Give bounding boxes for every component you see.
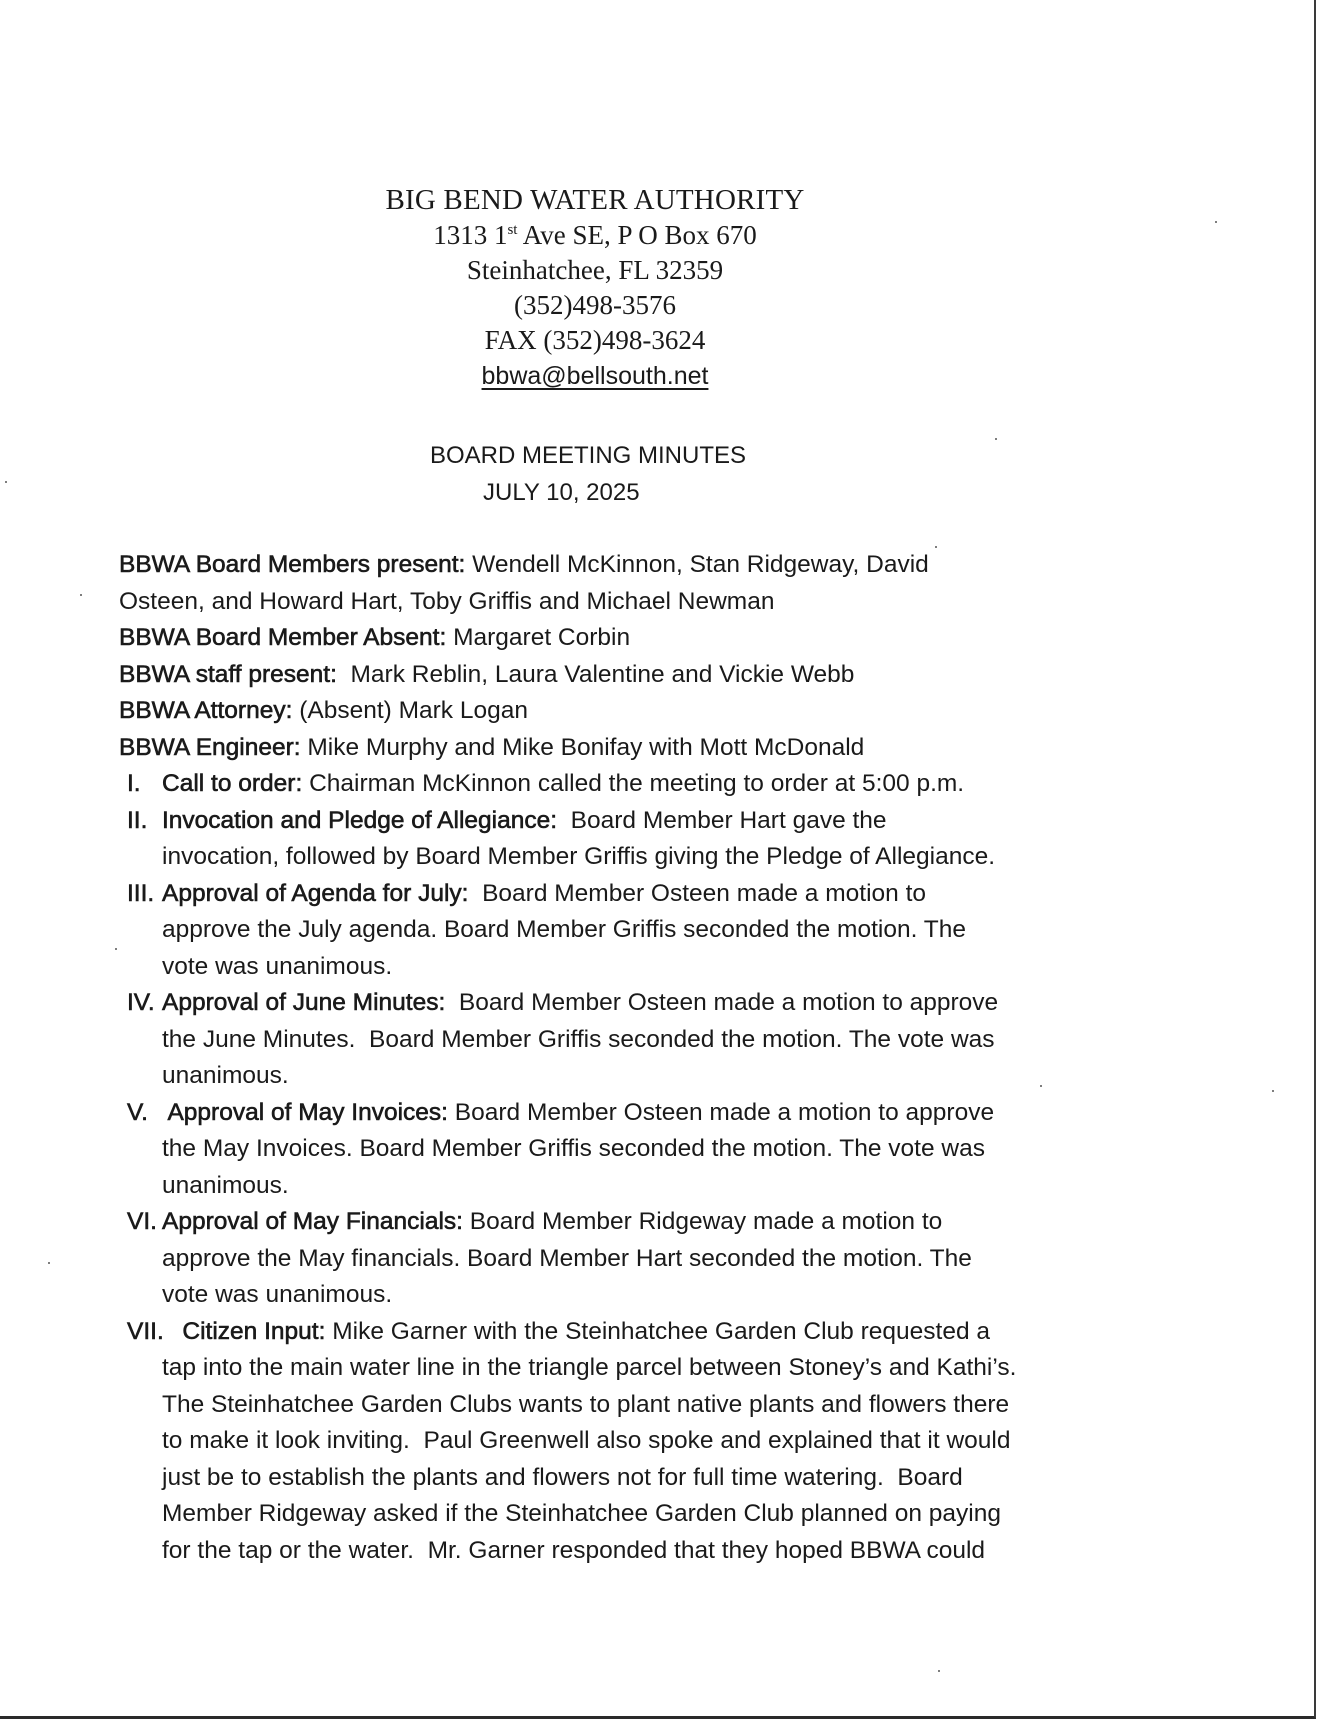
attendance-label: BBWA Board Members present:	[119, 551, 466, 578]
agenda-item-line	[162, 1387, 1119, 1424]
street-address-suffix: st	[507, 222, 518, 238]
agenda-items	[119, 766, 1119, 1569]
attendance-label: BBWA Engineer:	[119, 733, 301, 761]
attendance-label: BBWA Attorney:	[119, 697, 293, 724]
attendance-label: BBWA Board Member Absent:	[119, 624, 447, 651]
agenda-item-heading: Approval of May Financials:	[162, 1208, 463, 1235]
agenda-item	[119, 1095, 1119, 1205]
scan-speck	[935, 546, 937, 548]
agenda-item-line	[162, 1533, 1119, 1570]
agenda-item-line	[162, 1496, 1119, 1533]
agenda-item-content	[162, 1314, 1119, 1570]
agenda-item-number: VII.	[127, 1317, 164, 1345]
agenda-item	[119, 1314, 1119, 1570]
agenda-item-line	[162, 912, 1119, 949]
agenda-item-line	[162, 1058, 1119, 1095]
agenda-item-content	[162, 876, 1119, 986]
city-state-zip: Steinhatchee, FL 32359	[466, 255, 724, 285]
agenda-item	[119, 766, 1119, 803]
scan-speck	[995, 438, 997, 440]
street-address-rest: Ave SE, P O Box 670	[517, 220, 757, 250]
agenda-item-line	[162, 1131, 1119, 1168]
agenda-item-text: to make it look inviting. Paul Greenwell also spoke and explained that it would	[162, 1427, 1011, 1454]
agenda-item-text: Board Member Hart gave the	[557, 806, 887, 834]
street-address-number: 1313 1	[433, 220, 508, 250]
attendance-label: BBWA staff present:	[119, 660, 337, 688]
agenda-item-content	[162, 766, 1119, 803]
agenda-item-line	[162, 1423, 1119, 1460]
agenda-item-line	[162, 1350, 1119, 1387]
agenda-item-number: I.	[127, 770, 141, 797]
attendance-line	[119, 584, 1119, 621]
scan-speck	[5, 481, 7, 483]
attendance-text: Wendell McKinnon, Stan Ridgeway, David	[465, 551, 929, 578]
agenda-item-content	[162, 803, 1119, 876]
agenda-item-content	[162, 1095, 1119, 1205]
agenda-item-text: Chairman McKinnon called the meeting to order at 5:00 p.m.	[302, 770, 965, 797]
scan-speck	[80, 594, 82, 596]
agenda-item-heading: Approval of June Minutes:	[162, 989, 446, 1016]
agenda-item-text: vote was unanimous.	[162, 952, 393, 980]
agenda-item-text: the June Minutes. Board Member Griffis seconded the motion. The vote was	[162, 1025, 995, 1053]
agenda-item-line	[162, 1277, 1119, 1314]
agenda-item-text: The Steinhatchee Garden Clubs wants to plant native plants and flowers there	[162, 1390, 1010, 1418]
agenda-item-text: Board Member Ridgeway made a motion to	[462, 1208, 943, 1235]
agenda-item-text: invocation, followed by Board Member Griffis giving the Pledge of Allegiance.	[162, 843, 996, 870]
agenda-item-heading: Approval of Agenda for July:	[162, 879, 469, 907]
scan-speck	[48, 1262, 50, 1264]
scan-speck	[1040, 1085, 1042, 1087]
agenda-item-line	[162, 803, 1119, 840]
scan-speck	[1215, 221, 1217, 223]
meeting-date: JULY 10, 2025	[483, 479, 640, 506]
attendance-text: Mark Reblin, Laura Valentine and Vickie Webb	[336, 660, 855, 688]
agenda-item-line	[162, 985, 1119, 1022]
agenda-item-text: vote was unanimous.	[162, 1281, 393, 1308]
attendance-text: Margaret Corbin	[446, 624, 631, 651]
agenda-item-line	[162, 949, 1119, 986]
agenda-item-text: for the tap or the water. Mr. Garner responded that they hoped BBWA could	[162, 1536, 986, 1564]
agenda-item-number: II.	[127, 806, 148, 834]
attendance-line	[119, 657, 1119, 694]
attendance-text: (Absent) Mark Logan	[292, 697, 528, 724]
agenda-item-content	[162, 1204, 1119, 1314]
scan-speck	[115, 948, 117, 950]
agenda-item-line	[162, 876, 1119, 913]
agenda-item-line	[162, 1022, 1119, 1059]
scan-speck	[1272, 1090, 1274, 1092]
agenda-item	[119, 985, 1119, 1095]
document-title	[430, 437, 830, 511]
street-address	[230, 218, 960, 253]
agenda-item-line	[162, 1460, 1119, 1497]
agenda-item-line	[162, 1204, 1119, 1241]
agenda-item-line	[162, 839, 1119, 876]
attendance-line	[119, 620, 1119, 657]
agenda-item-number: VI.	[127, 1208, 157, 1235]
agenda-item-line	[162, 766, 1119, 803]
agenda-item-text: unanimous.	[162, 1062, 289, 1089]
agenda-item-line	[162, 1241, 1119, 1278]
agenda-item-text: just be to establish the plants and flowers not for full time watering. Board	[162, 1463, 963, 1491]
attendance-line	[119, 547, 1119, 584]
agenda-item-line	[162, 1095, 1119, 1132]
agenda-item-line	[162, 1168, 1119, 1205]
attendance-section	[119, 547, 1119, 766]
attendance-text: Osteen, and Howard Hart, Toby Griffis and Michael Newman	[119, 587, 775, 615]
email-address: bbwa@bellsouth.net	[481, 362, 709, 390]
agenda-item-number: III.	[127, 879, 155, 907]
agenda-item-text: Member Ridgeway asked if the Steinhatchee Garden Club planned on paying	[162, 1500, 1001, 1527]
attendance-text: Mike Murphy and Mike Bonifay with Mott McDonald	[300, 733, 865, 761]
agenda-item-text: Board Member Osteen made a motion to approve	[445, 989, 999, 1016]
agenda-item-heading: Citizen Input:	[162, 1317, 326, 1345]
minutes-body	[119, 547, 1119, 1569]
organization-name: BIG BEND WATER AUTHORITY	[385, 184, 805, 216]
agenda-item-line	[162, 1314, 1119, 1351]
agenda-item-text: tap into the main water line in the triangle parcel between Stoney’s and Kathi’s.	[162, 1354, 1017, 1381]
agenda-item-text: Board Member Osteen made a motion to	[468, 879, 927, 907]
attendance-line	[119, 730, 1119, 767]
scan-speck	[938, 1670, 940, 1672]
title-heading: BOARD MEETING MINUTES	[430, 442, 747, 469]
attendance-line	[119, 693, 1119, 730]
agenda-item-text: Board Member Osteen made a motion to approve	[447, 1098, 995, 1126]
agenda-item	[119, 1204, 1119, 1314]
agenda-item-text: approve the May financials. Board Member Hart seconded the motion. The	[162, 1244, 972, 1272]
fax-number: FAX (352)498-3624	[484, 325, 706, 355]
agenda-item-heading: Invocation and Pledge of Allegiance:	[162, 806, 558, 834]
agenda-item	[119, 803, 1119, 876]
letterhead	[230, 183, 960, 394]
agenda-item	[119, 876, 1119, 986]
agenda-item-text: approve the July agenda. Board Member Griffis seconded the motion. The	[162, 916, 966, 943]
phone-number: (352)498-3576	[514, 290, 676, 320]
agenda-item-text: unanimous.	[162, 1171, 289, 1199]
agenda-item-text: Mike Garner with the Steinhatchee Garden Club requested a	[325, 1317, 991, 1345]
agenda-item-heading: Call to order:	[162, 770, 303, 797]
agenda-item-number: V.	[127, 1098, 148, 1126]
agenda-item-heading: Approval of May Invoices:	[162, 1098, 448, 1126]
agenda-item-number: IV.	[127, 989, 155, 1016]
agenda-item-text: the May Invoices. Board Member Griffis seconded the motion. The vote was	[162, 1135, 985, 1162]
agenda-item-content	[162, 985, 1119, 1095]
